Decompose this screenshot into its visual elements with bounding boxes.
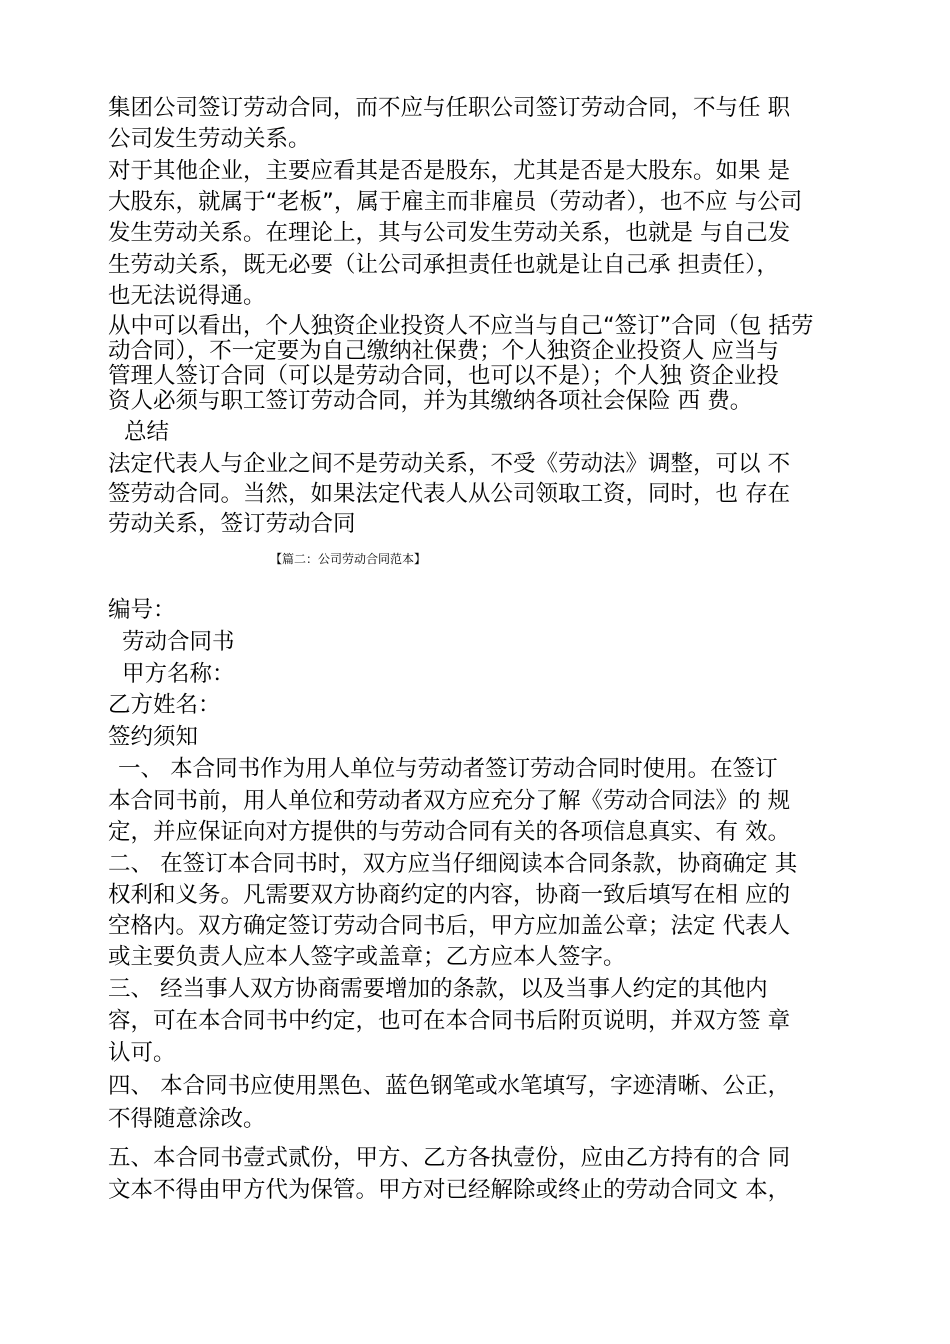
text-line: 管理人签订合同（可以是劳动合同，也可以不是）；个人独 资企业投 xyxy=(108,363,779,389)
contract-title: 劳动合同书 xyxy=(122,629,235,655)
notice-item-line: 五、本合同书壹式贰份，甲方、乙方各执壹份，应由乙方持有的合 同 xyxy=(108,1145,791,1171)
notice-item-line: 本合同书前，用人单位和劳动者双方应充分了解《劳动合同法》的 规 xyxy=(108,788,791,814)
text-line: 集团公司签订劳动合同，而不应与任职公司签订劳动合同，不与任 职 xyxy=(108,95,791,121)
contract-number-label: 编号： xyxy=(108,597,176,623)
summary-heading: 总结 xyxy=(124,419,170,445)
party-b-label: 乙方姓名： xyxy=(108,692,221,718)
text-line: 资人必须与职工签订劳动合同，并为其缴纳各项社会保险 西 费。 xyxy=(108,388,753,414)
notice-item-line: 文本不得由甲方代为保管。甲方对已经解除或终止的劳动合同文 本， xyxy=(108,1177,791,1203)
text-line: 对于其他企业，主要应看其是否是股东，尤其是否是大股东。如果 是 xyxy=(108,158,791,184)
notice-item-line: 空格内。双方确定签订劳动合同书后，甲方应加盖公章；法定 代表人 xyxy=(108,913,791,939)
notice-item-line: 不得随意涂改。 xyxy=(108,1106,266,1132)
text-line: 法定代表人与企业之间不是劳动关系，不受《劳动法》调整，可以 不 xyxy=(108,451,791,477)
notice-item-line: 二、 在签订本合同书时，双方应当仔细阅读本合同条款，协商确定 其 xyxy=(108,851,798,877)
notice-item-line: 权利和义务。凡需要双方协商约定的内容，协商一致后填写在相 应的 xyxy=(108,882,791,908)
text-line: 大股东，就属于“老板”，属于雇主而非雇员（劳动者），也不应 与公司 xyxy=(108,189,803,215)
text-line: 从中可以看出，个人独资企业投资人不应当与自己“签订”合同（包 括劳 xyxy=(108,313,814,339)
text-line: 生劳动关系，既无必要（让公司承担责任也就是让自己承 担责任）， xyxy=(108,252,779,278)
notice-item-line: 认可。 xyxy=(108,1040,176,1066)
notice-item-line: 一、 本合同书作为用人单位与劳动者签订劳动合同时使用。在签订 xyxy=(118,756,778,782)
text-line: 劳动关系，签订劳动合同 xyxy=(108,511,356,537)
notice-item-line: 或主要负责人应本人签字或盖章；乙方应本人签字。 xyxy=(108,944,626,970)
notice-item-line: 三、 经当事人双方协商需要增加的条款，以及当事人约定的其他内 xyxy=(108,976,768,1002)
text-line: 发生劳动关系。在理论上，其与公司发生劳动关系，也就是 与自己发 xyxy=(108,220,791,246)
text-line: 也无法说得通。 xyxy=(108,283,266,309)
section-title: 【篇二：公司劳动合同范本】 xyxy=(270,552,427,566)
text-line: 签劳动合同。当然，如果法定代表人从公司领取工资，同时，也 存在 xyxy=(108,481,791,507)
notice-heading: 签约须知 xyxy=(108,724,199,750)
text-line: 动合同），不一定要为自己缴纳社保费；个人独资企业投资人 应当与 xyxy=(108,338,779,364)
notice-item-line: 四、 本合同书应使用黑色、蓝色钢笔或水笔填写，字迹清晰、公正， xyxy=(108,1073,791,1099)
text-line: 公司发生劳动关系。 xyxy=(108,126,311,152)
party-a-label: 甲方名称： xyxy=(122,661,235,687)
notice-item-line: 定，并应保证向对方提供的与劳动合同有关的各项信息真实、有 效。 xyxy=(108,819,791,845)
notice-item-line: 容，可在本合同书中约定，也可在本合同书后附页说明，并双方签 章 xyxy=(108,1008,791,1034)
